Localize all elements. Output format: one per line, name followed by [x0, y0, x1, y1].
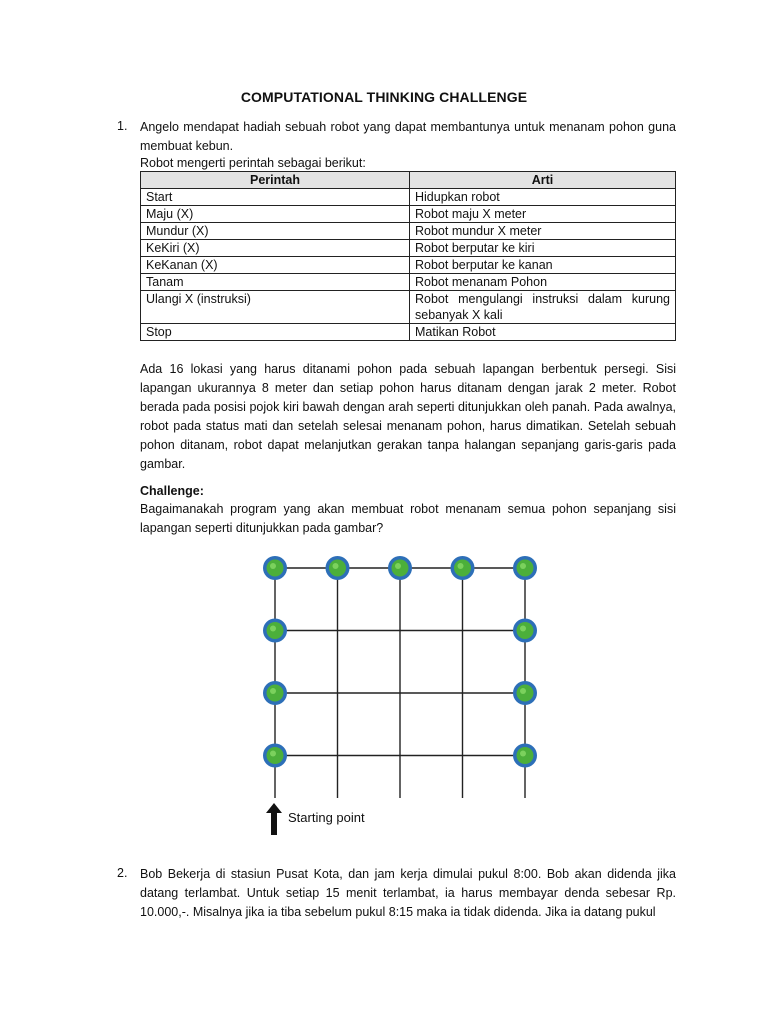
command-cell: Stop: [141, 324, 410, 341]
question-2-text: Bob Bekerja di stasiun Pusat Kota, dan jam kerja dimulai pukul 8:00. Bob akan didenda jika datang terlambat. Untuk setiap 15 menit terlambat, ia harus membayar denda sebesar Rp. 10.000,-. Misalnya jika ia tiba sebelum pukul 8:15 maka ia tidak didenda. Jika ia datang pukul: [140, 867, 676, 919]
command-cell: KeKiri (X): [141, 240, 410, 257]
meaning-cell: Robot mengulangi instruksi dalam kurung sebanyak X kali: [410, 291, 676, 324]
command-cell: Ulangi X (instruksi): [141, 291, 410, 324]
meaning-cell: Matikan Robot: [410, 324, 676, 341]
tree-icon: [451, 556, 475, 580]
meaning-cell: Robot maju X meter: [410, 206, 676, 223]
table-row: [141, 223, 676, 240]
tree-icon: [513, 681, 537, 705]
tree-icon: [263, 681, 287, 705]
meaning-cell: Hidupkan robot: [410, 189, 676, 206]
table-row: [141, 206, 676, 223]
question-1-intro: Angelo mendapat hadiah sebuah robot yang dapat membantunya untuk menanam pohon guna membuat kebun.: [140, 120, 676, 153]
meaning-cell: Robot mundur X meter: [410, 223, 676, 240]
meaning-cell: Robot berputar ke kanan: [410, 257, 676, 274]
header-perintah: Perintah: [141, 172, 410, 189]
command-cell: Start: [141, 189, 410, 206]
problem-description: Ada 16 lokasi yang harus ditanami pohon pada sebuah lapangan berbentuk persegi. Sisi lapangan ukurannya 8 meter dan setiap pohon harus ditanam dengan jarak 2 meter. Robot berada pada posisi pojok kiri bawah dengan arah seperti ditunjukkan oleh panah. Pada awalnya, robot pada status mati dan setelah selesai menanam pohon, harus dimatikan. Setelah sebuah pohon ditanam, robot dapat melanjutkan gerakan tanpa halangan sepanjang garis-garis pada gambar.: [140, 362, 676, 471]
command-cell: Maju (X): [141, 206, 410, 223]
table-header-row: [141, 172, 676, 189]
challenge-text: Bagaimanakah program yang akan membuat robot menanam semua pohon sepanjang sisi lapangan seperti ditunjukkan pada gambar?: [140, 502, 676, 535]
tree-icon: [326, 556, 350, 580]
tree-icon: [513, 556, 537, 580]
table-row: [141, 257, 676, 274]
command-cell: Tanam: [141, 274, 410, 291]
meaning-cell: Robot berputar ke kiri: [410, 240, 676, 257]
challenge-heading: Challenge:: [140, 484, 204, 498]
question-1-number: 1.: [117, 119, 128, 133]
starting-point-label: Starting point: [288, 810, 365, 825]
command-table: [140, 171, 676, 341]
table-row: [141, 324, 676, 341]
header-arti: Arti: [410, 172, 676, 189]
tree-icon: [513, 619, 537, 643]
tree-icon: [263, 619, 287, 643]
tree-icon: [263, 556, 287, 580]
meaning-cell: Robot menanam Pohon: [410, 274, 676, 291]
tree-icon: [513, 744, 537, 768]
table-row: [141, 274, 676, 291]
up-arrow-icon: [265, 803, 283, 835]
tree-icon: [388, 556, 412, 580]
table-row: [141, 291, 676, 324]
command-cell: Mundur (X): [141, 223, 410, 240]
command-cell: KeKanan (X): [141, 257, 410, 274]
page-title: COMPUTATIONAL THINKING CHALLENGE: [240, 89, 528, 105]
grid-lines: [275, 568, 525, 798]
tree-icon: [263, 744, 287, 768]
table-lead-text: Robot mengerti perintah sebagai berikut:: [140, 156, 366, 170]
tree-grid-figure: [255, 548, 545, 798]
table-row: [141, 240, 676, 257]
table-row: [141, 189, 676, 206]
question-2-number: 2.: [117, 866, 128, 880]
